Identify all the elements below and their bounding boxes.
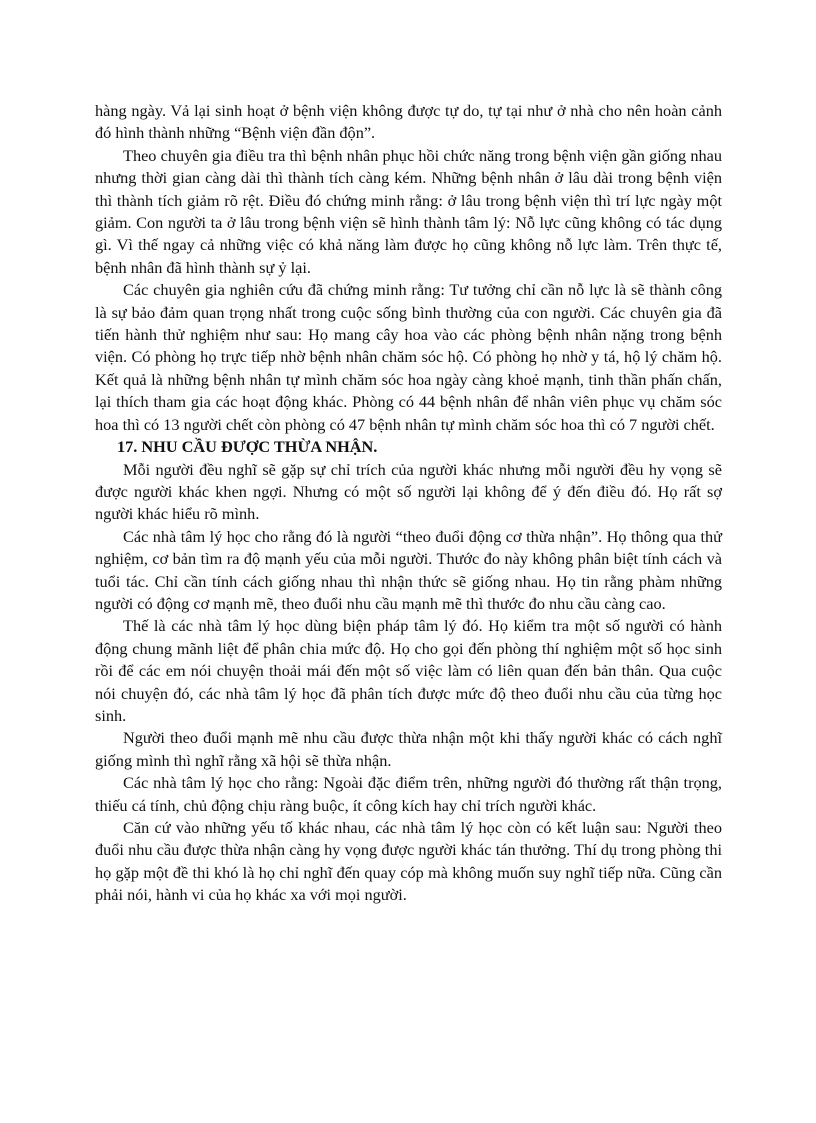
paragraph-rehab-study: Theo chuyên gia điều tra thì bệnh nhân phục hồi chức năng trong bệnh viện gần giống nhau nhưng thời gian càng dài thì thành tích càng kém. Những bệnh nhân ở lâu dài trong bệnh viện thì thành tích giảm rõ rệt. Điều đó chứng minh rằng: ở lâu trong bệnh viện thì trí lực ngày một giảm. Con người ta ở lâu trong bệnh viện sẽ hình thành tâm lý: Nỗ lực cũng không có tác dụng gì. Vì thế ngay cả những việc có khả năng làm được họ cũng không nỗ lực làm. Trên thực tế, bệnh nhân đã hình thành sự ỷ lại. [95, 145, 722, 277]
paragraph-continuation: hàng ngày. Vả lại sinh hoạt ở bệnh viện không được tự do, tự tại như ở nhà cho nên hoàn cảnh đó hình thành những “Bệnh viện đần độn”. [95, 101, 722, 143]
document-page [95, 100, 722, 907]
paragraph-praise: Mỗi người đều nghĩ sẽ gặp sự chỉ trích của người khác nhưng mỗi người đều hy vọng sẽ được người khác khen ngợi. Nhưng có một số người lại không để ý đến điều đó. Họ rất sợ người khác hiểu rõ mình. [95, 459, 722, 524]
paragraph-measurement: Thế là các nhà tâm lý học dùng biện pháp tâm lý đó. Họ kiểm tra một số người có hành động chung mãnh liệt để phân chia mức độ. Họ cho gọi đến phòng thí nghiệm một số học sinh rồi để các em nói chuyện thoải mái đến một số việc làm có liên quan đến bản thân. Qua cuộc nói chuyện đó, các nhà tâm lý học đã phân tích được mức độ theo đuổi nhu cầu của từng học sinh. [95, 616, 722, 725]
paragraph-flower-experiment: Các chuyên gia nghiên cứu đã chứng minh rằng: Tư tưởng chỉ cần nỗ lực là sẽ thành công là sự bảo đảm quan trọng nhất trong cuộc sống bình thường của con người. Các chuyên gia đã tiến hành thử nghiệm như sau: Họ mang cây hoa vào các phòng bệnh nhân nặng trong bệnh viện. Có phòng họ trực tiếp nhờ bệnh nhân chăm sóc hộ. Có phòng họ nhờ y tá, hộ lý chăm hộ. Kết quả là những bệnh nhân tự mình chăm sóc hoa ngày càng khoẻ mạnh, tinh thần phấn chấn, lại thích tham gia các hoạt động khác. Phòng có 44 bệnh nhân để nhân viên phục vụ chăm sóc hoa thì có 13 người chết còn phòng có 47 bệnh nhân tự mình chăm sóc hoa thì có 7 người chết. [95, 280, 722, 434]
paragraph-conclusion: Căn cứ vào những yếu tố khác nhau, các nhà tâm lý học còn có kết luận sau: Người theo đuổi nhu cầu được thừa nhận càng hy vọng được người khác tán thưởng. Thí dụ trong phòng thi họ gặp một đề thi khó là họ chỉ nghĩ đến quay cóp mà không muốn suy nghĩ tiếp nữa. Cũng cần phải nói, hành vi của họ khác xa với mọi người. [95, 818, 722, 905]
paragraph-traits: Các nhà tâm lý học cho rằng: Ngoài đặc điểm trên, những người đó thường rất thận trọng, thiếu cá tính, chủ động chịu ràng buộc, ít công kích hay chỉ trích người khác. [95, 773, 722, 815]
paragraph-motivation: Các nhà tâm lý học cho rằng đó là người “theo đuổi động cơ thừa nhận”. Họ thông qua thử nghiệm, cơ bản tìm ra độ mạnh yếu của mỗi người. Thước đo này không phân biệt tính cách và tuổi tác. Chỉ cần tính cách giống nhau thì nhận thức sẽ giống nhau. Họ tin rằng phàm những người có động cơ mạnh mẽ, theo đuổi nhu cầu mạnh mẽ thì thước đo nhu cầu càng cao. [95, 526, 722, 613]
section-heading: 17. NHU CẦU ĐƯỢC THỪA NHẬN. [117, 437, 378, 457]
paragraph-social-acceptance: Người theo đuổi mạnh mẽ nhu cầu được thừa nhận một khi thấy người khác có cách nghĩ giống mình thì nghĩ rằng xã hội sẽ thừa nhận. [95, 728, 722, 770]
